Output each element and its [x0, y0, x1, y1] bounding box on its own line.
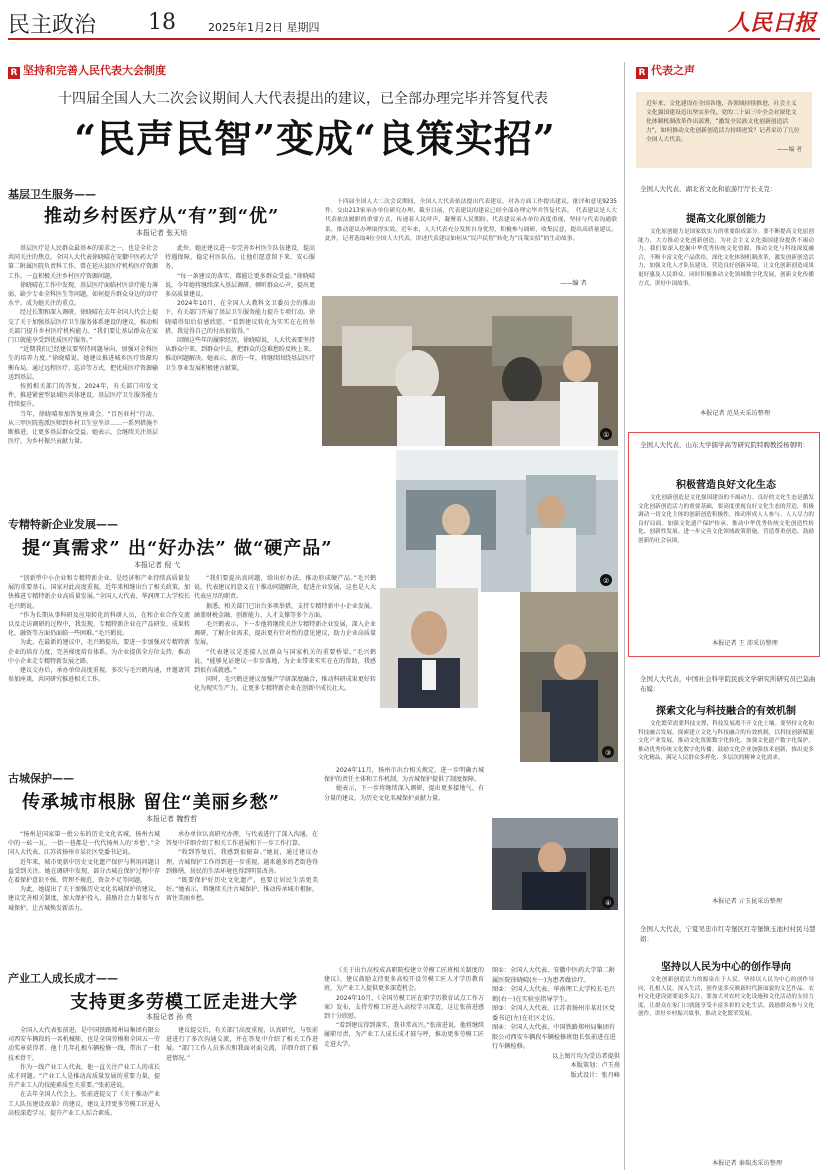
article1-body-col2: 此外，她还建议进一步完善乡村医生队伍建设，提高待遇保障，稳定村医队伍，让他们愿意留下来、安心服务。 “每一条建议的落实，都能让更多群众受益。”徐晓晴说，今年她将继续深入基层调研，倾听群众心声，提出更多高质量建议。 2024年10月，在全国人大教科文卫委员会的推动下，有关部门开展了基层卫生服务能力提升专项行动。徐晓晴得知后倍感欣慰。“看到建议转化为实实在在的举措，我觉得自己的付出很值得。” 回顾这些年的履职经历，徐晓晴说，人大代表要坚持从群众中来、到群众中去，把群众的急难愁盼反映上来，推动问题解决。她表示，新的一年，将继续围绕基层医疗卫生事业发展积极建言献策。	[165, 245, 315, 372]
section-name: 民主政治	[8, 13, 97, 38]
article3-body-col2: 承办单位认真研究办理，与代表进行了深入沟通，在答复中详细介绍了相关工作进展和下一步工作打算。 “收到答复后，我感到很振奋。”她说，通过建议办理，古城保护工作得到进一步重视，越来越多的老街巷得到修缮，居民的生活环境也得到明显改善。 “既要保护好历史文化遗产，也要让居民生活更美好。”她表示，将继续关注古城保护，推动传承城市根脉，留住美丽乡愁。	[166, 831, 318, 903]
side1-body: 文化原创能力是国家软实力的重要组成部分。要不断提高文化原创能力，大力推动文化创新创造，为社会主义文化强国建设提供不竭动力。我们要深入挖掘中华优秀传统文化资源，推动文化与科技深度融合，不断丰富文化产品供给。深化文化体制机制改革，激发创新创造活力，加强文化人才队伍建设，营造良好创新环境，让文化创新创造成果更好惠及人民群众。同时积极推动文化领域数字化发展，创新文化传播方式，讲好中国故事。	[638, 229, 814, 287]
article4-body-col2: 建议提交后，有关部门高度重视，认真研究，与张前进进行了多次沟通交流，并在答复中介绍了相关工作进展。“部门工作人员多次和我面对面交流，详细介绍了推进情况。”	[166, 1027, 318, 1062]
lead-editor: ——编 者	[560, 280, 587, 287]
photo-1	[322, 296, 618, 446]
article1-byline: 本报记者 张天培	[136, 229, 188, 237]
sidebar-tag	[636, 62, 695, 79]
issue-date: 2025年1月2日 星期四	[208, 21, 320, 34]
side4-title: 坚持以人民为中心的创作导向	[661, 962, 791, 973]
lead-intro: 十四届全国人大二次会议期间，全国人大代表依法提出代表建议，对各方面工作提出建议，批评和意见9235件，交由213家承办单位研究办理。截至目前，代表建议的建议已经全部办理完毕并答复代表。 代表建议是人大代表依法履职的重要方式，传递着人民呼声，凝聚着人民期盼。代表建议承办单位高度重视，坚持与代表沟通联系，推动建议办理取得实效。近年来，人大代表充分发挥自身优势，积极参与调研，收集民意，提出高质量建议。此外，记者选取4位全国人大代表，讲述代表建议如何从“民声民智”转化为“良策实招”的生动故事。	[325, 199, 617, 242]
article3-body-col1: “扬州是国家第一批公布的历史文化名城，扬州古城中的一砖一瓦、一街一巷都是一代代扬州人的‘乡愁’。”全国人大代表、江苏省扬州市某社区党委书记说。 近年来，城市更新中历史文化遗产保护与利用问题日益受到关注。她在调研中发现，部分古城在保护过程中存在着保护意识不强、管理不规范、资金不足等问题。 为此，她提出了关于加强历史文化名城保护的建议，建议完善相关制度，加大保护投入，鼓励社会力量参与古城保护，让古城焕发新活力。	[8, 831, 160, 912]
caption-source: 以上图片均为受访者提供	[551, 1052, 620, 1060]
side2-title: 积极营造良好文化生态	[676, 480, 776, 491]
photo-captions	[492, 966, 620, 1080]
article1-title: 推动乡村医疗从“有”到“优”	[44, 206, 280, 227]
side3-title: 探索文化与科技融合的有效机制	[656, 706, 796, 717]
article3-kicker: 古城保护——	[8, 772, 74, 785]
column-tag-text: 坚持和完善人民代表大会制度	[23, 64, 166, 77]
side2-kicker: 全国人大代表，山东大学儒学高等研究院特聘教授杨朝明：	[640, 441, 809, 449]
photo-2	[396, 450, 618, 592]
side2-sign: 本报记者 王 沛采访整理	[712, 640, 778, 647]
column-tag	[8, 62, 166, 79]
article2-title: 提“真需求” 出“好办法” 做“硬产品”	[22, 538, 333, 559]
photo-icon	[520, 592, 618, 762]
side4-sign: 本报记者 秦瑞杰采访整理	[712, 1160, 783, 1167]
photo-icon	[322, 296, 618, 446]
article1-kicker: 基层卫生服务——	[8, 188, 96, 201]
article4-body-col1: 全国人大代表张前进，是中国铁路郑州局集团有限公司西安车辆段的一名机械师，也是全国劳模和全国五一劳动奖章获得者。他十几年扎根车辆检修一线，带出了一批技术骨干。 作为一线产业工人代表，他一直关注产业工人的成长成才问题。“产业工人是推动高质量发展的重要力量，提升产业工人的技能素质至关重要。”张前进说。 在去年全国人代会上，张前进提交了《关于推动产业工人队伍建设改革》的建议，建议支持更多劳模工匠进入高校深造学习，提升产业工人综合素质。	[8, 1027, 160, 1117]
page-number: 18	[148, 10, 176, 35]
column-divider	[624, 62, 625, 1170]
article4-title: 支持更多劳模工匠走进大学	[70, 992, 298, 1013]
side1-kicker: 全国人大代表，湖北省文化和旅游厅厅长支克：	[640, 185, 777, 193]
caption-3: 图③：全国人大代表、江苏省扬州市某社区党委书记(左)在社区走访。	[492, 1005, 616, 1022]
side1-title: 提高文化原创能力	[686, 214, 766, 225]
svg-text:③: ③	[605, 749, 612, 757]
photo-4	[492, 818, 618, 910]
caption-1: 图①：全国人大代表、安徽中医药大学第二附属医院徐晓晴(左一)为患者做诊疗。	[492, 967, 616, 984]
photo-5	[380, 588, 478, 708]
side4-kicker: 全国人大代表，宁夏吴忠市红寺堡区红寺堡镇玉池村村民马慧娟：	[640, 925, 816, 943]
caption-4: 图④：全国人大代表、中国铁路郑州局集团有限公司西安车辆段车辆检修班组长张前进在进行车辆检修。	[492, 1024, 616, 1050]
svg-text:②: ②	[603, 577, 610, 585]
credit-layout: 版式设计：张丹峰	[570, 1071, 620, 1079]
lead-kicker: 十四届全国人大二次会议期间人大代表提出的建议，已全部办理完毕并答复代表	[58, 91, 548, 107]
svg-text:①: ①	[603, 431, 610, 439]
side1-sign: 本报记者 范昊天采访整理	[700, 410, 771, 417]
article3-byline: 本报记者 魏哲哲	[146, 815, 198, 823]
article4-body-col3: 《关于出台高校成高职院校建立劳模工匠班相关制度的建议》，建议鼓励支持更多高校开设劳模工匠人才学历教育班，为产业工人提供更多深造机会。 2024年10月，《全国劳模工匠在职学历教育试点工作方案》发布，支持劳模工匠进入高校学习深造，这让张前进感到十分欣慰。 “看到建议得到落实，我非常高兴。”张前进说，他将继续履职尽责，为产业工人成长成才鼓与呼，推动更多劳模工匠走进大学。	[324, 967, 484, 1048]
side4-body: 文化创新创造活力的源泉在于人民。坚持以人民为中心的创作导向，扎根人民、深入生活，创作更多反映新时代新面貌的文艺作品。农村文化建设需要更多关注，要加大对农村文化设施和文化活动的支持力度，让群众在家门口就能享受丰富多彩的文化生活。鼓励群众参与文化创作，讲好乡村振兴故事，推动文化繁荣发展。	[638, 977, 814, 1018]
masthead	[8, 6, 820, 40]
caption-2: 图②：全国人大代表、华南理工大学校长毛兴鹤(右一)在实验室指导学生。	[492, 986, 616, 1003]
article3-title: 传承城市根脉 留住“美丽乡愁”	[22, 792, 280, 813]
photo-icon	[380, 588, 478, 708]
photo-icon	[396, 450, 618, 592]
newspaper-logo: 人民日报	[727, 10, 816, 36]
side3-kicker: 全国人大代表，中国社会科学院民族文学研究所研究员巴莫曲布嫫：	[640, 675, 816, 693]
sidebar-editor-note	[636, 92, 812, 168]
page-title: “民声民智”变成“良策实招”	[74, 116, 556, 161]
tag-badge: R	[8, 67, 20, 79]
sidebar-intro: 近年来，文化建设在全国各地、各领域持续推进，社会主义文化强国建设迈出坚实步伐。党的二十届三中全会对深化文化体制机制改革作出部署，“激发全民族文化创新创造活力”，如何推动文化创新创造活力持续迸发？记者采访了几位全国人大代表。	[646, 101, 800, 143]
sidebar-intro-sign: ——编 者	[776, 147, 802, 153]
article2-kicker: 专精特新企业发展——	[8, 518, 118, 531]
side3-sign: 本报记者 亓玉昆采访整理	[712, 898, 783, 905]
side3-body: 文化繁荣需要科技支撑，科技发展离不开文化土壤。要坚持文化和科技融合发展，探索建立文化与科技融合的有效机制，以科技创新赋能文化产业发展，推动文化资源数字化转化。加强文化遗产数字化保护，推动优秀传统文化数字化传播。鼓励文化企业加强技术创新，推出更多文化精品，满足人民群众多样化、多层次的精神文化需求。	[638, 721, 814, 762]
sidebar-tag-text: 代表之声	[651, 64, 695, 77]
sidebar-tag-badge: R	[636, 67, 648, 79]
article2-body-col2: “我们要提出真问题，给出好办法，推动形成硬产品。”毛兴鹤说，代表建议的意义在于推动问题解决，促进企业发展，这也是人大代表应尽的职责。 据悉，相关部门已出台多项举措，支持专精特新中小企业发展，涵盖财税金融、创新能力、人才支撑等多个方面。 毛兴鹤表示，下一步他将继续关注专精特新企业发展，深入企业调研，了解企业需求，提出更有针对性的意见建议，助力企业高质量发展。 “代表建议是连接人民群众与国家机关的重要桥梁。”毛兴鹤说，“能够见证建议一步步落地，为企业带来实实在在的帮助，我感到很有成就感。” 同时，毛兴鹤还建议加强产学研深度融合，推动科研成果更好转化为现实生产力，让更多专精特新企业在创新中成长壮大。	[194, 575, 376, 693]
side2-body: 文化创新创造是文化强国建设的不竭动力。良好的文化生态是激发文化创新创造活力的重要基础，要高度重视良好文化生态的营造，积极调动一切文化主体的创新创造积极性，推动形成人人参与、人人尽力的良好局面。加强文化遗产保护传承，推动中华优秀传统文化创造性转化、创新性发展。进一步完善文化领域政策措施，营造尊重创造、鼓励创新的社会氛围。	[638, 495, 814, 544]
article3-body-col3: 2024年11月，扬州市出台相关规定，进一步明确古城保护的责任主体和工作机制，为古城保护提供了制度保障。 她表示，下一步将继续深入调研，提出更多接地气、有分量的建议，为历史文化名城保护贡献力量。	[324, 767, 484, 802]
article2-byline: 本报记者 倪 弋	[134, 561, 181, 569]
svg-text:④: ④	[605, 899, 612, 907]
photo-icon	[492, 818, 618, 910]
credit-planning: 本版策划：卢玉熹	[570, 1062, 620, 1069]
article4-byline: 本报记者 孙 亮	[146, 1013, 193, 1021]
article4-kicker: 产业工人成长成才——	[8, 972, 118, 985]
article2-body-col1: “创新型中小企业和专精特新企业，是经济和产业持续高质量发展的重要基石。国家对此高度重视，近年来相继出台了相关政策，加快推进专精特新企业高质量发展。”全国人大代表、华润理工大学校长毛兴鹤说。 “作为长期从事科研及应用转化的科研人员，在和企业合作交流以及走访调研的过程中，我发现，专精特新企业在产品研发、成果转化、融资等方面仍面临一些困难。”毛兴鹤说。 为此，在最新的建议中，毛兴鹤提出，要进一步加强对专精特新企业的培育力度，完善梯度培育体系，为企业提供全方位支持，推动中小企业走专精特新发展之路。 建议交办后，承办单位高度重视，多次与毛兴鹤沟通，并邀请其参加座谈，共同研究推进相关工作。	[8, 575, 190, 684]
photo-3	[520, 592, 618, 762]
article1-body-col1: 基层医疗是人民群众最基本的需求之一，也是全社会共同关注的焦点。全国人大代表徐晓晴在安徽中医药大学第二附属医院负责科工作，曾在延庆县医疗机构医疗资源工作，一直积极关注乡村医疗资源问题。 徐晓晴在工作中发现，基层医疗面临村医诊疗能力薄弱、缺少专业全科医生等问题，如何提升群众身边的诊疗水平，成为她关注的重点。 经过长期和深入调研，徐晓晴在去年全国人代会上提交了关于加强基层医疗卫生服务体系建设的建议，推动相关部门提升乡村医疗机构能力。“我们要让基层群众在家门口就能享受到优质医疗服务。” “近期我们已经建议要坚持问题导向，加强对全科医生的培养力度。”徐晓晴说，她建议推进城乡医疗资源均衡布局，通过远程医疗、巡诊等方式，把优质医疗资源输送到基层。 按照相关部门的答复，2024年，有关部门印发文件，推进紧密型县域医共体建设，基层医疗卫生服务能力持续提升。 当年，徐晓晴参加答复座谈会。“百医驻村”行动、从三甲医院选派医师到乡村卫生室坐诊……一系列措施不断推进，让更多基层群众受益。她表示，会继续关注基层医疗，为乡村振兴贡献力量。	[8, 245, 158, 446]
